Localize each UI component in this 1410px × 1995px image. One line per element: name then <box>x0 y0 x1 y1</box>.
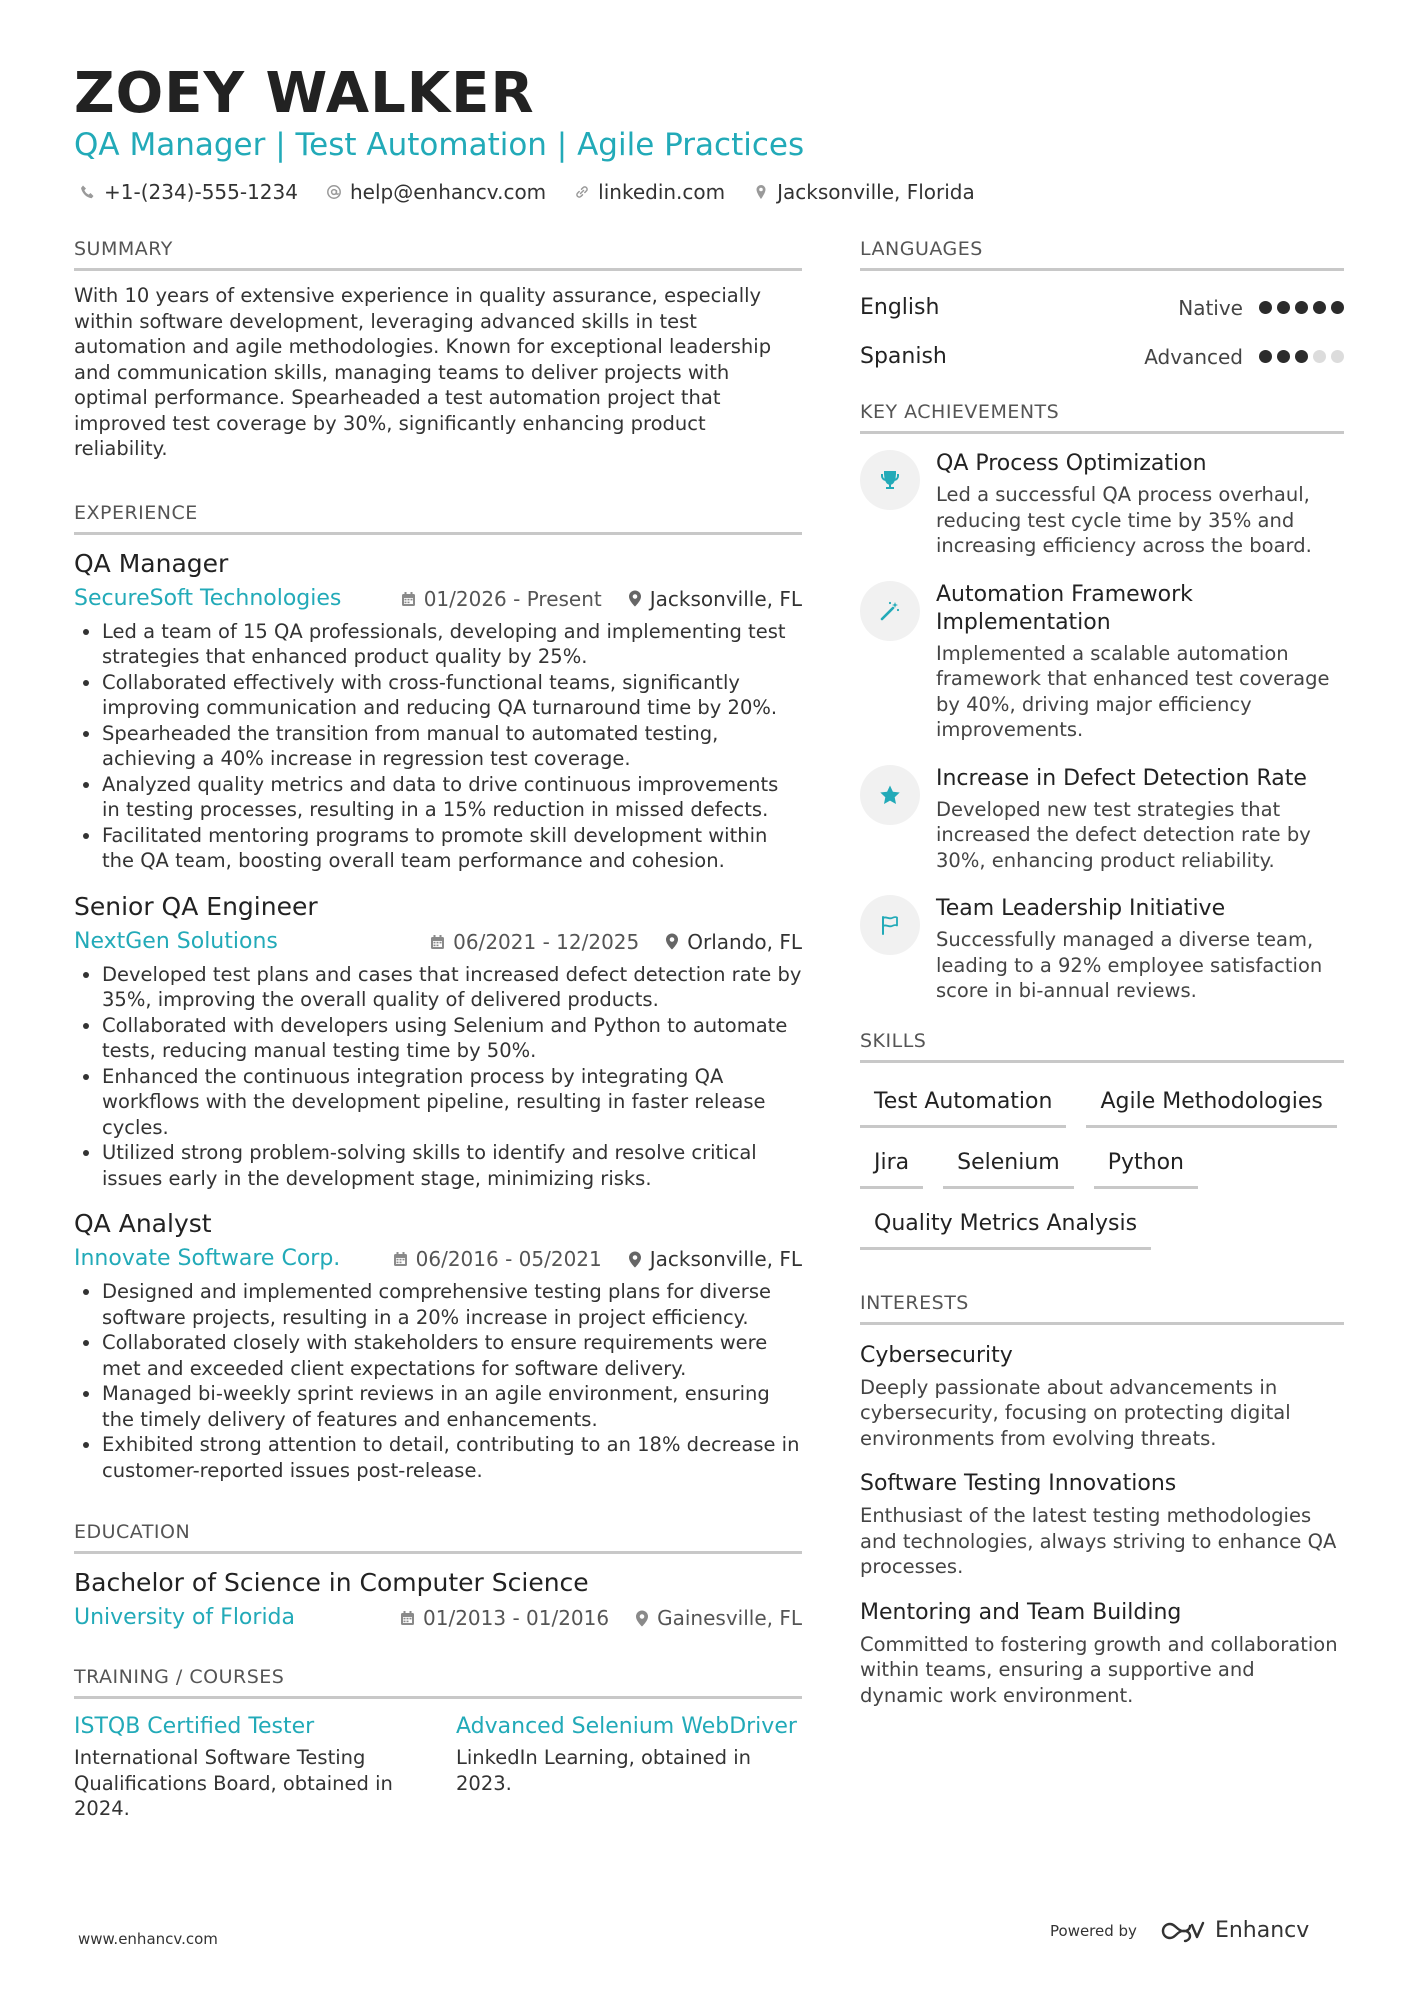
job-entry <box>74 890 802 1192</box>
location-icon <box>635 1610 649 1627</box>
training-heading: TRAINING / COURSES <box>74 1664 802 1699</box>
achievement-icon-badge <box>860 765 920 825</box>
experience-heading: EXPERIENCE <box>74 500 802 535</box>
course-title: Advanced Selenium WebDriver <box>456 1714 797 1739</box>
skill-tag: Quality Metrics Analysis <box>860 1203 1151 1250</box>
education-dates-text: 01/2013 - 01/2016 <box>423 1606 610 1630</box>
skill-tag: Python <box>1094 1142 1198 1189</box>
achievement-icon-badge <box>860 581 920 641</box>
job-dates-text: 01/2026 - Present <box>423 586 602 611</box>
phone-icon <box>80 184 96 200</box>
list-item: • Analyzed quality metrics and data to drive continuous improvements in testing processes, resulting in a 15% reduction in missed defects. <box>102 772 802 823</box>
footer-branding <box>1050 1918 1309 1943</box>
summary-heading: SUMMARY <box>74 236 802 271</box>
course-desc: LinkedIn Learning, obtained in 2023. <box>456 1746 752 1795</box>
job-bullets <box>74 619 802 874</box>
interest-item <box>860 1469 1344 1580</box>
achievements-list <box>860 450 1344 1004</box>
language-rating-dots <box>1259 350 1344 363</box>
flag-icon <box>878 913 902 937</box>
contact-email-text: help@enhancv.com <box>349 180 547 204</box>
job-company: Innovate Software Corp. <box>74 1246 341 1271</box>
contact-row <box>80 178 975 206</box>
contact-location-text: Jacksonville, Florida <box>777 180 975 204</box>
rating-dot-empty <box>1313 350 1326 363</box>
right-column <box>860 236 1344 1726</box>
education-dates <box>400 1606 609 1630</box>
interest-title: Mentoring and Team Building <box>860 1599 1182 1625</box>
magic-wand-icon <box>878 599 902 623</box>
rating-dot-empty <box>1331 350 1344 363</box>
list-item: • Spearheaded the transition from manual to automated testing, achieving a 40% increase in regression test coverage. <box>102 721 802 772</box>
contact-phone-text: +1-(234)-555-1234 <box>104 180 298 204</box>
achievement-item <box>860 450 1344 559</box>
calendar-icon <box>400 1610 415 1626</box>
courses-list <box>74 1711 802 1822</box>
job-role: QA Manager <box>74 548 229 578</box>
course-desc: International Software Testing Qualifications Board, obtained in 2024. <box>74 1746 393 1820</box>
achievement-item <box>860 581 1344 743</box>
achievement-icon-badge <box>860 450 920 510</box>
skill-tag: Test Automation <box>860 1081 1066 1128</box>
job-meta-right <box>393 1247 802 1271</box>
job-meta <box>74 926 802 958</box>
interest-title: Cybersecurity <box>860 1342 1013 1368</box>
enhancv-logo-icon <box>1159 1919 1205 1943</box>
achievement-title: Increase in Defect Detection Rate <box>936 765 1307 791</box>
contact-linkedin[interactable] <box>574 178 725 206</box>
job-dates-text: 06/2016 - 05/2021 <box>415 1247 602 1271</box>
list-item: • Developed test plans and cases that increased defect detection rate by 35%, improving the overall quality of delivered products. <box>102 962 802 1013</box>
link-icon <box>574 184 590 200</box>
list-item: • Designed and implemented comprehensive testing plans for diverse software projects, resulting in a 20% increase in project efficiency. <box>102 1279 802 1330</box>
language-row <box>860 332 1344 381</box>
language-name: Spanish <box>860 344 947 369</box>
list-item: • Utilized strong problem-solving skills to identify and resolve critical issues early in the development stage, minimizing risks. <box>102 1140 802 1191</box>
education-meta-right <box>400 1606 802 1630</box>
achievement-body <box>936 765 1344 874</box>
calendar-icon <box>401 591 416 607</box>
job-dates <box>430 930 639 954</box>
list-item: • Exhibited strong attention to detail, contributing to an 18% decrease in customer-reported issues post-release. <box>102 1432 802 1483</box>
list-item: • Collaborated with developers using Selenium and Python to automate tests, reducing manual testing time by 50%. <box>102 1013 802 1064</box>
education-location <box>635 1606 802 1630</box>
job-meta <box>74 583 802 615</box>
achievement-title: Automation Framework Implementation <box>936 581 1193 635</box>
language-proficiency <box>1178 296 1344 320</box>
course-entry <box>74 1711 420 1822</box>
language-rating-dots <box>1259 301 1344 314</box>
job-bullets <box>74 1279 802 1483</box>
location-icon <box>753 184 769 200</box>
star-icon <box>878 783 902 807</box>
enhancv-logo[interactable] <box>1159 1918 1309 1943</box>
footer-website[interactable]: www.enhancv.com <box>78 1930 218 1948</box>
job-dates <box>393 1247 602 1271</box>
language-name: English <box>860 295 940 320</box>
list-item: • Collaborated effectively with cross-functional teams, significantly improving communication and reducing QA turnaround time by 20%. <box>102 670 802 721</box>
skill-tag: Jira <box>860 1142 923 1189</box>
contact-location <box>753 178 975 206</box>
trophy-icon <box>878 468 902 492</box>
left-column <box>74 236 802 1822</box>
job-entry <box>74 547 802 874</box>
job-role: Senior QA Engineer <box>74 891 318 921</box>
interest-title: Software Testing Innovations <box>860 1471 1177 1496</box>
job-location-text: Orlando, FL <box>687 929 802 954</box>
interests-list <box>860 1341 1344 1709</box>
job-role: QA Analyst <box>74 1209 212 1238</box>
job-company: SecureSoft Technologies <box>74 585 342 611</box>
course-entry <box>456 1711 802 1822</box>
interest-desc: Deeply passionate about advancements in cybersecurity, focusing on protecting digital environments from evolving threats. <box>860 1375 1291 1450</box>
location-icon <box>665 933 679 950</box>
rating-dot-filled <box>1295 350 1308 363</box>
contact-phone[interactable] <box>80 178 298 206</box>
achievement-icon-badge <box>860 895 920 955</box>
interests-heading: INTERESTS <box>860 1290 1344 1325</box>
job-dates <box>401 587 602 611</box>
list-item: • Led a team of 15 QA professionals, developing and implementing test strategies that enhanced product quality by 25%. <box>102 619 802 670</box>
rating-dot-filled <box>1331 301 1344 314</box>
achievement-body <box>936 895 1344 1004</box>
job-company: NextGen Solutions <box>74 928 278 954</box>
education-entry <box>74 1566 802 1634</box>
calendar-icon <box>393 1251 408 1267</box>
skill-tag: Agile Methodologies <box>1086 1081 1336 1128</box>
job-location <box>628 1247 802 1271</box>
job-entry <box>74 1207 802 1483</box>
rating-dot-filled <box>1295 301 1308 314</box>
powered-by-label: Powered by <box>1050 1921 1137 1940</box>
interest-item <box>860 1341 1344 1452</box>
achievement-desc: Implemented a scalable automation framework that enhanced test coverage by 40%, driving major efficiency improvements. <box>936 641 1330 741</box>
achievement-body <box>936 450 1344 559</box>
education-school: University of Florida <box>74 1605 295 1630</box>
job-location <box>665 930 802 954</box>
location-icon <box>628 590 642 607</box>
candidate-name: ZOEY WALKER <box>74 61 535 126</box>
job-bullets <box>74 962 802 1192</box>
location-icon <box>628 1251 642 1268</box>
rating-dot-filled <box>1259 350 1272 363</box>
language-level: Advanced <box>1144 344 1243 369</box>
contact-email[interactable] <box>326 178 546 206</box>
education-heading: EDUCATION <box>74 1519 802 1554</box>
achievement-title: QA Process Optimization <box>936 451 1207 476</box>
education-degree: Bachelor of Science in Computer Science <box>74 1568 589 1597</box>
summary-text: With 10 years of extensive experience in quality assurance, especially within software development, leveraging advanced skills in test automation and agile methodologies. Known for exceptional leadership and communication skills, managing teams to deliver projects with optimal performance. Spearheaded a test automation project that improved test coverage by 30%, significantly enhancing product reliability. <box>74 284 772 460</box>
achievement-desc: Led a successful QA process overhaul, reducing test cycle time by 35% and increasing efficiency across the board. <box>936 483 1312 557</box>
education-meta <box>74 1602 802 1634</box>
job-meta <box>74 1243 802 1275</box>
rating-dot-filled <box>1277 350 1290 363</box>
skills-list <box>860 1081 1344 1250</box>
achievement-item <box>860 765 1344 874</box>
language-proficiency <box>1144 345 1344 369</box>
language-level: Native <box>1178 295 1243 320</box>
contact-linkedin-text: linkedin.com <box>598 180 726 204</box>
languages-heading: LANGUAGES <box>860 236 1344 271</box>
rating-dot-filled <box>1259 301 1272 314</box>
interest-desc: Committed to fostering growth and collaboration within teams, ensuring a supportive and dynamic work environment. <box>860 1632 1338 1707</box>
education-location-text: Gainesville, FL <box>657 1606 802 1630</box>
skill-tag: Selenium <box>943 1142 1074 1189</box>
job-meta-right <box>430 930 802 954</box>
list-item: • Facilitated mentoring programs to promote skill development within the QA team, boosting overall team performance and cohesion. <box>102 823 802 874</box>
job-location <box>628 587 802 611</box>
rating-dot-filled <box>1313 301 1326 314</box>
job-dates-text: 06/2021 - 12/2025 <box>453 929 640 954</box>
skills-heading: SKILLS <box>860 1028 1344 1063</box>
achievement-body <box>936 581 1344 743</box>
job-location-text: Jacksonville, FL <box>649 1247 802 1271</box>
calendar-icon <box>430 934 445 950</box>
interest-item <box>860 1598 1344 1709</box>
interest-desc: Enthusiast of the latest testing methodologies and technologies, always striving to enhance QA processes. <box>860 1504 1337 1578</box>
achievement-item <box>860 895 1344 1004</box>
at-icon <box>326 184 342 200</box>
list-item: • Collaborated closely with stakeholders to ensure requirements were met and exceeded client expectations for software delivery. <box>102 1330 802 1381</box>
languages-list <box>860 283 1344 381</box>
course-title: ISTQB Certified Tester <box>74 1714 315 1739</box>
candidate-tagline: QA Manager | Test Automation | Agile Practices <box>74 127 805 163</box>
job-location-text: Jacksonville, FL <box>649 586 802 611</box>
enhancv-logo-text: Enhancv <box>1214 1918 1310 1943</box>
achievements-heading: KEY ACHIEVEMENTS <box>860 399 1344 434</box>
list-item: • Enhanced the continuous integration process by integrating QA workflows with the development pipeline, resulting in faster release cycles. <box>102 1064 802 1141</box>
list-item: • Managed bi-weekly sprint reviews in an agile environment, ensuring the timely delivery of features and enhancements. <box>102 1381 802 1432</box>
language-row <box>860 283 1344 332</box>
rating-dot-filled <box>1277 301 1290 314</box>
achievement-title: Team Leadership Initiative <box>936 896 1226 921</box>
achievement-desc: Developed new test strategies that increased the defect detection rate by 30%, enhancing product reliability. <box>936 797 1311 872</box>
job-meta-right <box>401 587 802 611</box>
achievement-desc: Successfully managed a diverse team, leading to a 92% employee satisfaction score in bi-annual reviews. <box>936 928 1323 1002</box>
